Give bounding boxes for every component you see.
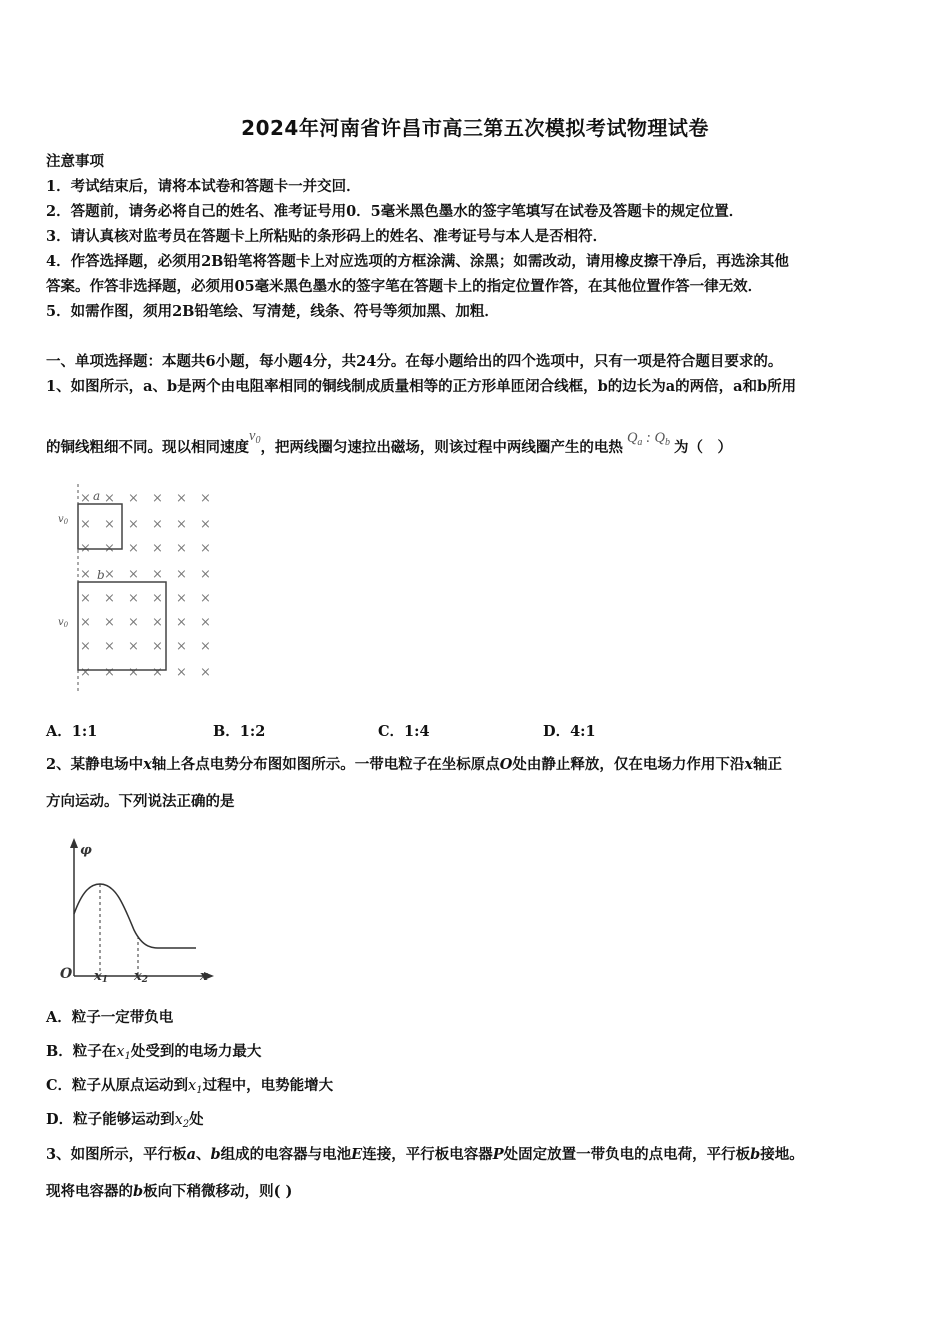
q2-text-d: 轴正 <box>753 756 783 773</box>
field-cross-grid <box>80 491 211 680</box>
q1-option-d[interactable]: D．4:1 <box>543 723 596 740</box>
q2-option-b[interactable] <box>46 1042 261 1067</box>
notice-item-3: 3．请认真核对监考员在答题卡上所粘贴的条形码上的姓名、准考证号与本人是否相符． <box>46 228 608 245</box>
q3-b: b <box>210 1146 221 1163</box>
q3-E: E <box>351 1146 363 1163</box>
notice-item-4-cont: 答案。作答非选择题，必须用05毫米黑色墨水的签字笔在答题卡上的指定位置作答，在其他位置作答一律无效． <box>46 278 763 295</box>
q3-text-d: 处固定放置一带负电的点电荷，平行板 <box>503 1146 751 1163</box>
field-cross: × <box>104 615 115 630</box>
q3-P: P <box>492 1146 504 1163</box>
field-cross: × <box>176 615 187 630</box>
label-b: b <box>97 568 105 582</box>
qa-symbol: Q <box>626 430 638 446</box>
field-cross: × <box>80 665 91 680</box>
field-cross: × <box>128 615 139 630</box>
q2-O: O <box>499 756 513 773</box>
phi-axis-arrow <box>70 838 78 848</box>
q2-optb-x1: $x_1$ <box>116 1044 131 1062</box>
field-cross: × <box>152 567 163 582</box>
field-cross: × <box>176 567 187 582</box>
field-cross: × <box>80 591 91 606</box>
v0-label-a: $v_0$ <box>58 514 69 526</box>
q3-line1 <box>46 1145 804 1165</box>
q3-text-g: 板向下稍微移动，则( ) <box>143 1183 293 1200</box>
notice-item-1: 1．考试结束后，请将本试卷和答题卡一并交回． <box>46 178 361 195</box>
field-cross: × <box>80 491 91 506</box>
page-title: 2024年河南省许昌市高三第五次模拟考试物理试卷 <box>241 116 709 140</box>
q2-option-d[interactable] <box>46 1110 204 1135</box>
origin-label: O <box>60 966 73 982</box>
x2-label: x2 <box>134 969 149 985</box>
field-cross: × <box>176 517 187 532</box>
field-cross: × <box>128 591 139 606</box>
field-cross: × <box>152 665 163 680</box>
q2-text-b: 轴上各点电势分布图如图所示。一带电粒子在坐标原点 <box>151 756 500 773</box>
field-cross: × <box>176 541 187 556</box>
field-cross: × <box>200 491 211 506</box>
q3-text-b: 组成的电容器与电池 <box>220 1146 352 1163</box>
q1-option-b[interactable]: B．1:2 <box>213 723 266 740</box>
q2-figure <box>56 836 221 986</box>
q2-optc-text-a: C．粒子从原点运动到 <box>46 1077 189 1094</box>
q1-qa-qb <box>627 428 670 453</box>
field-cross: × <box>80 517 91 532</box>
label-a: a <box>93 489 101 503</box>
q2-optd-x2: $x_2$ <box>174 1112 190 1130</box>
field-cross: × <box>200 567 211 582</box>
q1-text-b: ，把两线圈匀速拉出磁场，则该过程中两线圈产生的电热 <box>260 439 623 456</box>
x1-label: x1 <box>94 969 109 985</box>
field-cross: × <box>104 639 115 654</box>
q2-optb-text-b: 处受到的电场力最大 <box>130 1043 262 1060</box>
field-cross: × <box>200 615 211 630</box>
field-cross: × <box>104 567 115 582</box>
qa-sub: a <box>637 437 643 448</box>
field-cross: × <box>80 615 91 630</box>
field-cross: × <box>200 541 211 556</box>
q2-optc-x1: $x_1$ <box>188 1078 203 1096</box>
q3-b-3: b <box>133 1183 144 1200</box>
field-cross: × <box>200 517 211 532</box>
q1-text-a: 的铜线粗细不同。现以相同速度 <box>46 439 249 456</box>
field-cross: × <box>176 491 187 506</box>
phi-label: φ <box>80 843 92 858</box>
q2-text-a: 2、某静电场中 <box>46 756 144 773</box>
q2-option-c[interactable] <box>46 1076 333 1101</box>
q3-sep: 、 <box>196 1146 211 1163</box>
field-cross: × <box>152 491 163 506</box>
ratio-colon: : <box>646 430 651 446</box>
field-cross: × <box>152 615 163 630</box>
field-cross: × <box>80 567 91 582</box>
notice-item-2: 2．答题前，请务必将自己的姓名、准考证号用0．5毫米黑色墨水的签字笔填写在试卷及答题卡的规定位置． <box>46 203 744 220</box>
field-cross: × <box>104 665 115 680</box>
field-cross: × <box>104 491 115 506</box>
field-cross: × <box>152 517 163 532</box>
field-cross: × <box>128 665 139 680</box>
q2-line1 <box>46 755 782 775</box>
q2-optd-text-a: D．粒子能够运动到 <box>46 1111 175 1128</box>
q1-figure <box>50 484 230 694</box>
field-cross: × <box>128 541 139 556</box>
q3-text-c: 连接，平行板电容器 <box>362 1146 493 1163</box>
q3-text-e: 接地。 <box>760 1146 804 1163</box>
field-cross: × <box>128 491 139 506</box>
field-cross: × <box>128 639 139 654</box>
q2-line2: 方向运动。下列说法正确的是 <box>46 793 235 810</box>
notice-item-5: 5．如需作图，须用2B铅笔绘、写清楚，线条、符号等须加黑、加粗． <box>46 303 499 320</box>
section-heading: 一、单项选择题：本题共6小题，每小题4分，共24分。在每小题给出的四个选项中，只有一项是符合题目要求的。 <box>46 353 783 370</box>
q2-option-a[interactable]: A．粒子一定带负电 <box>46 1009 174 1026</box>
q1-option-c[interactable]: C．1:4 <box>378 723 430 740</box>
field-cross: × <box>176 665 187 680</box>
field-cross: × <box>80 541 91 556</box>
field-cross: × <box>200 639 211 654</box>
q2-optb-text-a: B．粒子在 <box>46 1043 117 1060</box>
field-cross: × <box>200 591 211 606</box>
field-cross: × <box>104 591 115 606</box>
field-cross: × <box>80 639 91 654</box>
notice-item-4: 4．作答选择题，必须用2B铅笔将答题卡上对应选项的方框涂满、涂黑；如需改动，请用橡皮擦干净后，再选涂其他 <box>46 253 789 270</box>
v0-sub: 0 <box>255 435 261 446</box>
field-cross: × <box>176 639 187 654</box>
qb-symbol: Q <box>654 430 665 446</box>
field-cross: × <box>200 665 211 680</box>
q1-line1: 1、如图所示，a、b是两个由电阻率相同的铜线制成质量相等的正方形单匝闭合线框，b的边长为a的两倍，a和b所用 <box>46 378 797 395</box>
q3-a: a <box>186 1146 196 1163</box>
q3-text-a: 3、如图所示，平行板 <box>46 1146 187 1163</box>
notice-heading: 注意事项 <box>46 153 104 170</box>
q2-optd-text-b: 处 <box>189 1111 204 1128</box>
x-axis-label: x <box>200 969 208 984</box>
v0-symbol: v <box>249 428 256 444</box>
q2-text-c: 处由静止释放，仅在电场力作用下沿 <box>512 756 745 773</box>
field-cross: × <box>152 541 163 556</box>
field-cross: × <box>176 591 187 606</box>
field-cross: × <box>104 517 115 532</box>
q1-text-c: 为（ ） <box>674 439 732 456</box>
potential-curve <box>74 884 196 948</box>
q3-text-f: 现将电容器的 <box>46 1183 133 1200</box>
field-cross: × <box>152 639 163 654</box>
q2-optc-text-b: 过程中，电势能增大 <box>202 1077 334 1094</box>
q3-b-2: b <box>750 1146 761 1163</box>
q1-option-a[interactable]: A．1:1 <box>46 723 98 740</box>
field-cross: × <box>128 517 139 532</box>
v0-label-b: $v_0$ <box>58 617 69 629</box>
q2-x: x <box>143 756 152 773</box>
q3-line2 <box>46 1182 292 1202</box>
field-cross: × <box>128 567 139 582</box>
field-cross: × <box>152 591 163 606</box>
q1-line2 <box>46 428 732 463</box>
qb-sub: b <box>665 437 670 448</box>
field-cross: × <box>104 541 115 556</box>
q2-x-2: x <box>744 756 754 773</box>
q1-v0 <box>249 426 260 451</box>
